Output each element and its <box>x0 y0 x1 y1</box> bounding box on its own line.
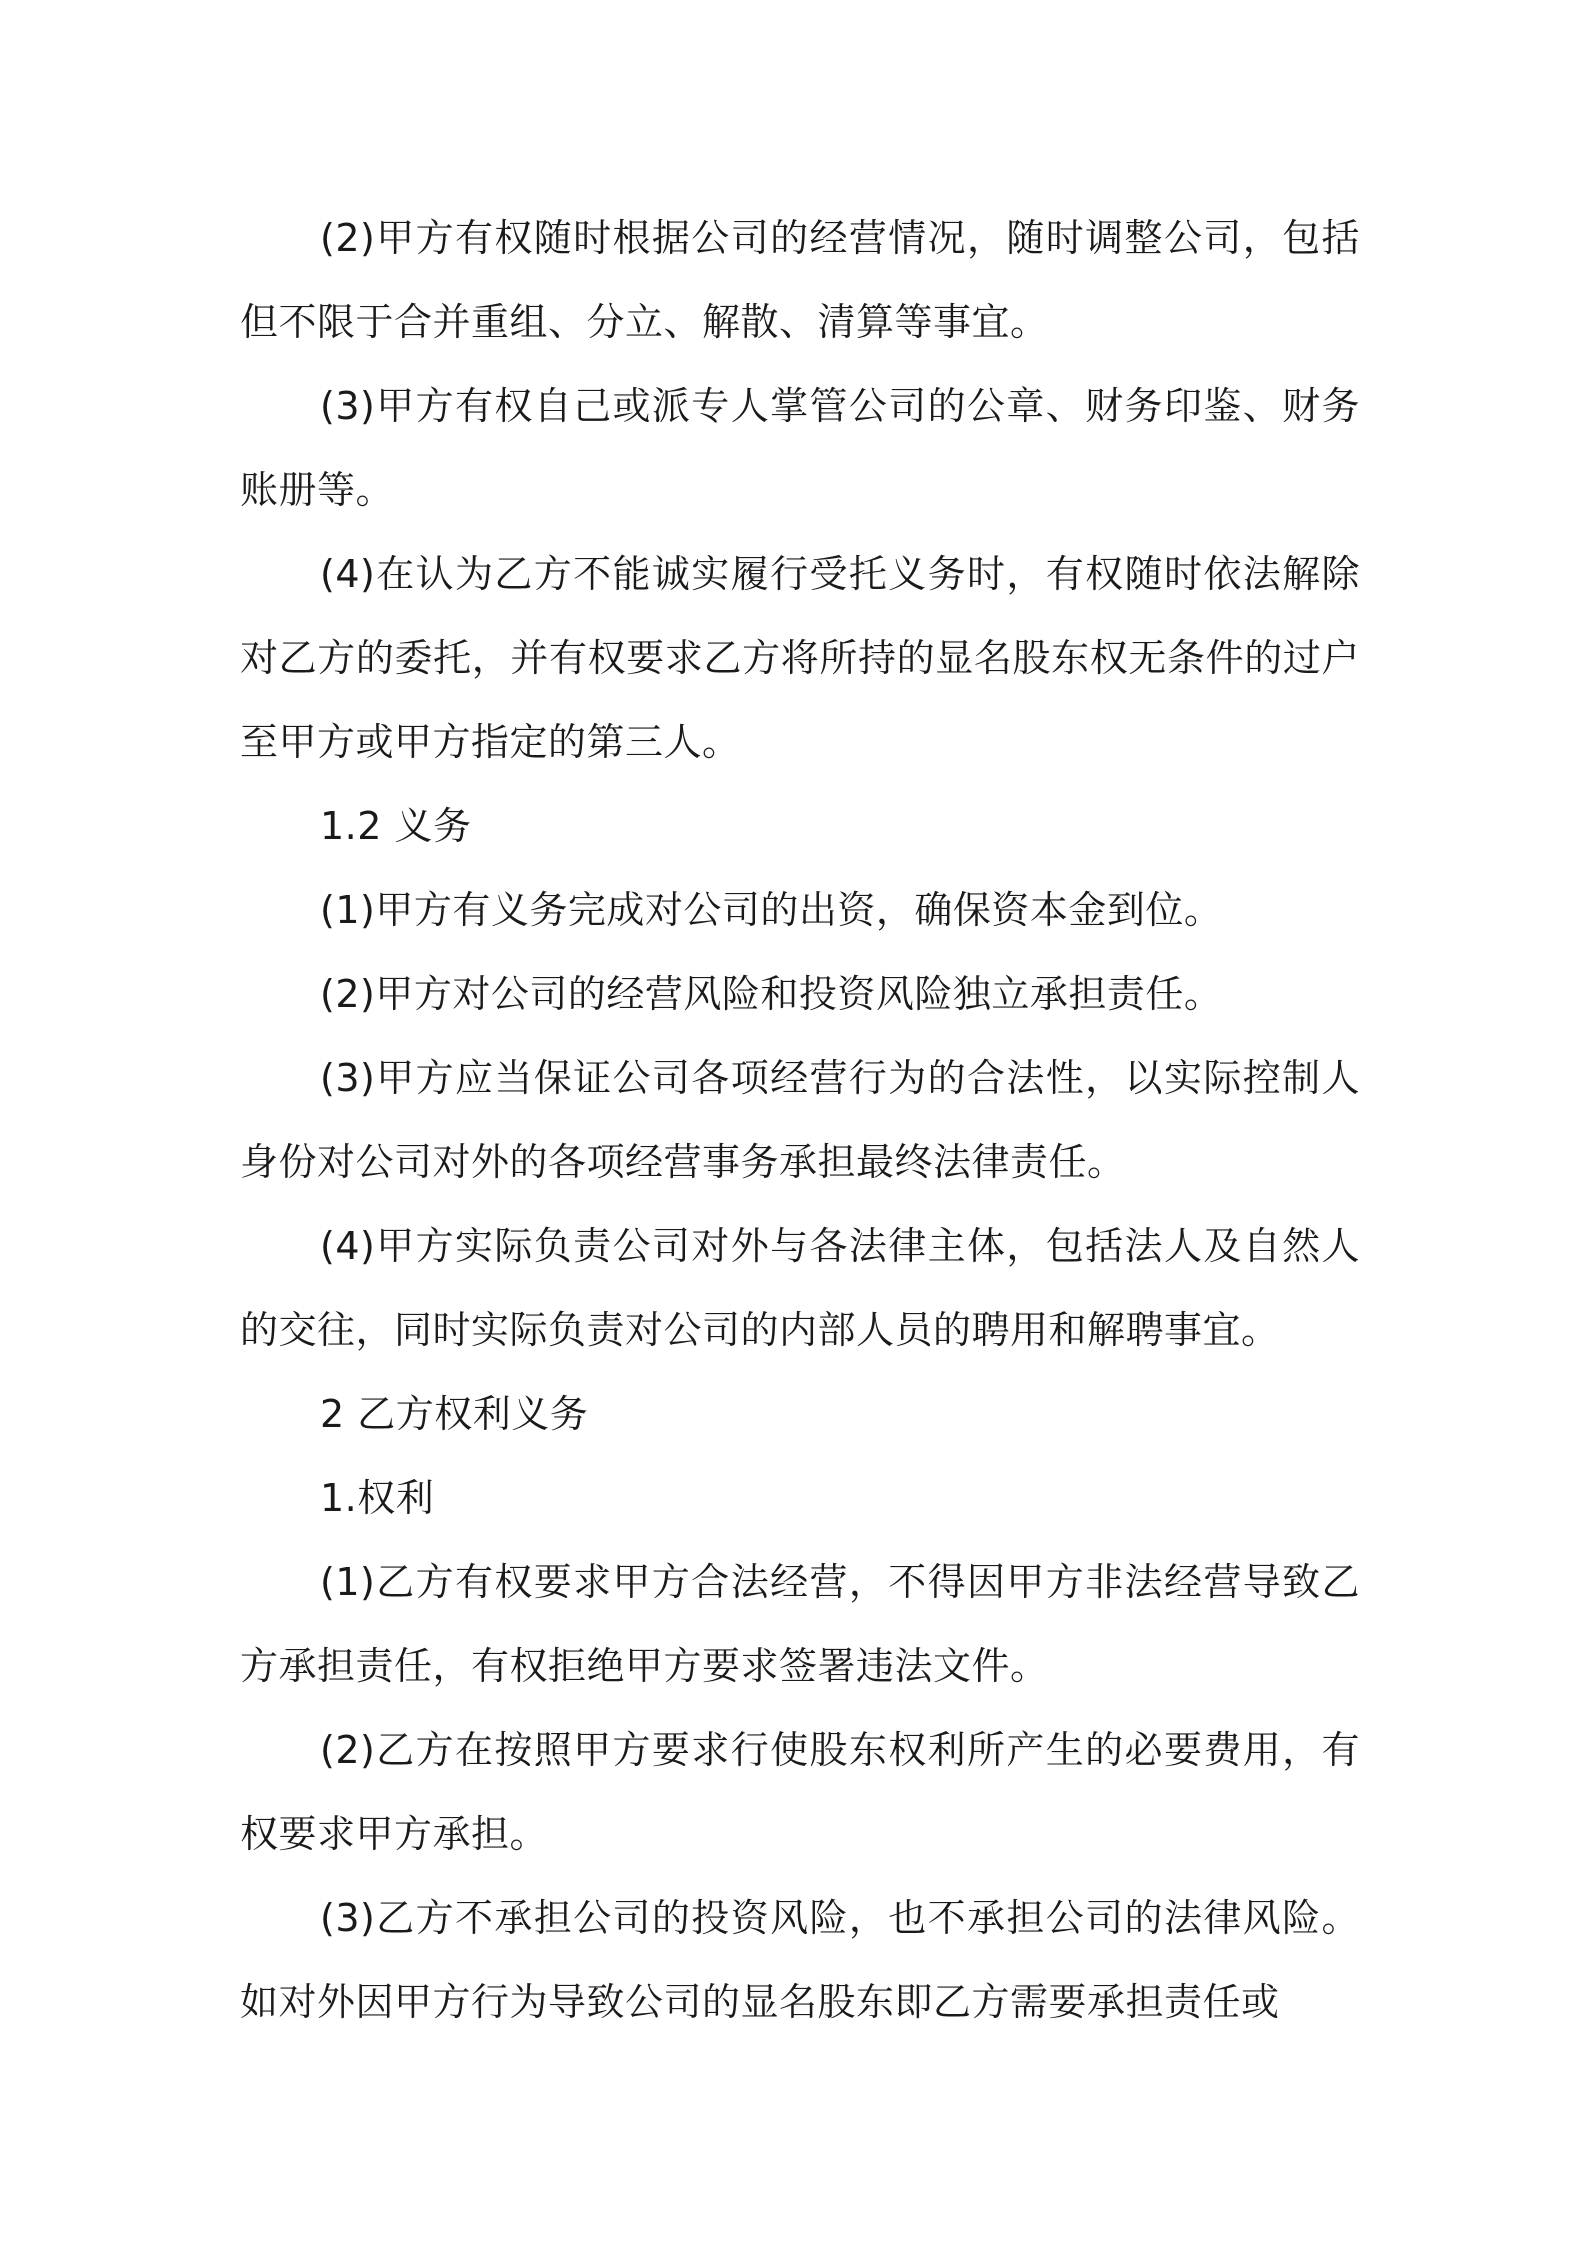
paragraph-obligation-capital: (1)甲方有义务完成对公司的出资，确保资本金到位。 <box>320 888 1223 932</box>
paragraph-right-terminate-entrustment: (4)在认为乙方不能诚实履行受托义务时，有权随时依法解除对乙方的委托，并有权要求乙方将所持的显名股东权无条件的过户至甲方或甲方指定的第三人。 <box>240 552 1360 764</box>
paragraph-right-adjust-company: (2)甲方有权随时根据公司的经营情况，随时调整公司，包括但不限于合并重组、分立、解散、清算等事宜。 <box>240 216 1360 344</box>
document-body <box>240 196 1360 2044</box>
paragraph-obligation-risk: (2)甲方对公司的经营风险和投资风险独立承担责任。 <box>320 972 1223 1016</box>
paragraph-right-seal-custody: (3)甲方有权自己或派专人掌管公司的公章、财务印鉴、财务账册等。 <box>240 384 1360 512</box>
section-heading-party-b: 2 乙方权利义务 <box>320 1392 589 1436</box>
subsection-heading-rights: 1.权利 <box>320 1476 435 1520</box>
paragraph-obligation-external-relations: (4)甲方实际负责公司对外与各法律主体，包括法人及自然人的交往，同时实际负责对公司的内部人员的聘用和解聘事宜。 <box>240 1224 1360 1352</box>
paragraph-obligation-legality: (3)甲方应当保证公司各项经营行为的合法性，以实际控制人身份对公司对外的各项经营事务承担最终法律责任。 <box>240 1056 1360 1184</box>
paragraph-b-right-lawful-operation: (1)乙方有权要求甲方合法经营，不得因甲方非法经营导致乙方承担责任，有权拒绝甲方要求签署违法文件。 <box>240 1560 1360 1688</box>
section-heading-obligations: 1.2 义务 <box>320 804 472 848</box>
paragraph-b-right-no-risk: (3)乙方不承担公司的投资风险，也不承担公司的法律风险。如对外因甲方行为导致公司的显名股东即乙方需要承担责任或 <box>240 1896 1360 2024</box>
paragraph-b-right-expenses: (2)乙方在按照甲方要求行使股东权利所产生的必要费用，有权要求甲方承担。 <box>240 1728 1360 1856</box>
